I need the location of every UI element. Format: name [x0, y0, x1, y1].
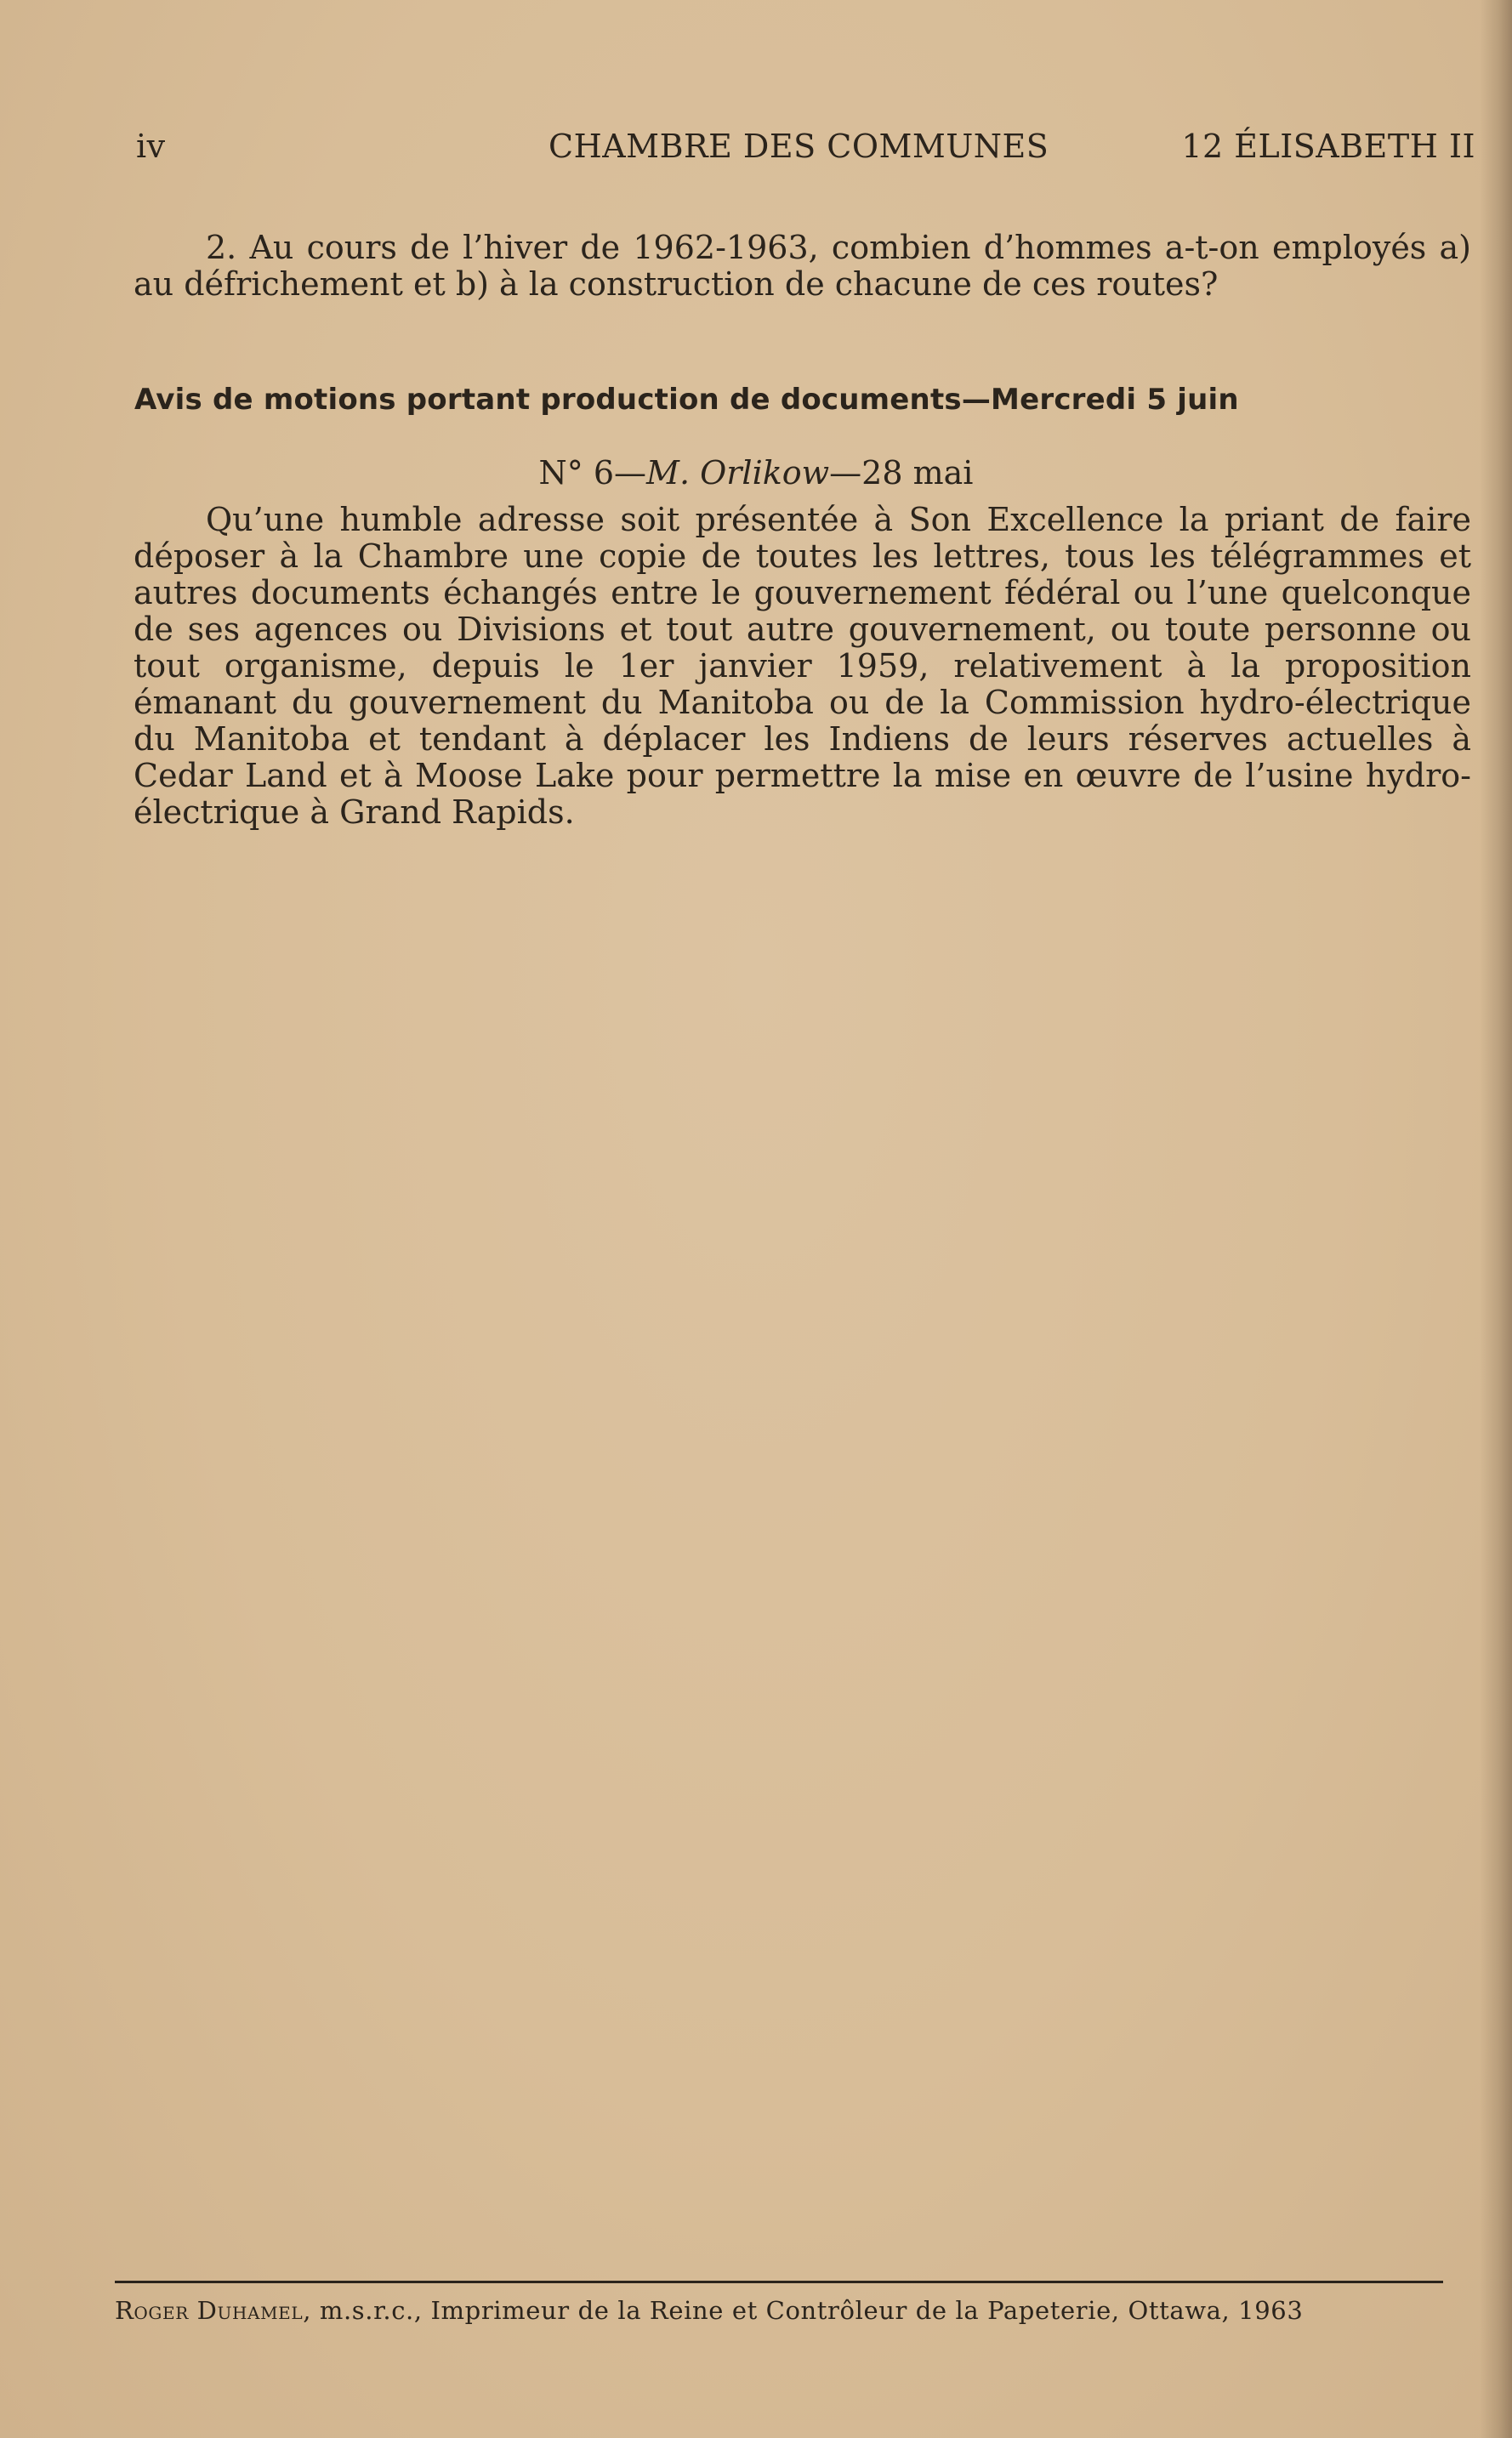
printer-imprint [115, 2296, 1443, 2325]
section-heading: Avis de motions portant production de documents—Mercredi 5 juin [134, 383, 1239, 417]
page-edge-shadow [1480, 0, 1512, 2438]
printer-details: , m.s.r.c., Imprimeur de la Reine et Contrôleur de la Papeterie, Ottawa, 1963 [303, 2296, 1304, 2325]
motion-block [134, 502, 1471, 831]
motion-date: —28 mai [829, 454, 974, 492]
question-2-text: 2. Au cours de l’hiver de 1962-1963, combien d’hommes a-t-on employés a) au défrichement et b) à la construction de chacune de ces routes? [134, 229, 1471, 303]
motion-mover: M. Orlikow [646, 454, 830, 492]
footer-rule [115, 2281, 1443, 2283]
question-2-block [134, 230, 1471, 303]
chamber-title: CHAMBRE DES COMMUNES [549, 128, 1049, 165]
page-number: iv [136, 128, 166, 165]
motion-title [0, 454, 1512, 492]
printer-name: Roger Duhamel [115, 2296, 304, 2325]
motion-number: N° 6— [538, 454, 647, 492]
motion-body: Qu’une humble adresse soit présentée à Son Excellence la priant de faire déposer à la Chambre une copie de toutes les lettres, tous les télégrammes et autres documents échangés entre le gouvernement fédéral ou l’une quelconque de ses agences ou Divisions et tout autre gouvernement, ou toute personne ou tout organisme, depuis le 1er janvier 1959, relativement à la proposition émanant du gouvernement du Manitoba ou de la Commission hydro-électrique du Manitoba et tendant à déplacer les Indiens de leurs réserves actuelles à Cedar Land et à Moose Lake pour permettre la mise en œuvre de l’usine hydro-électrique à Grand Rapids. [134, 501, 1471, 831]
reign-label: 12 ÉLISABETH II [1181, 128, 1475, 165]
page-header [136, 128, 1475, 179]
